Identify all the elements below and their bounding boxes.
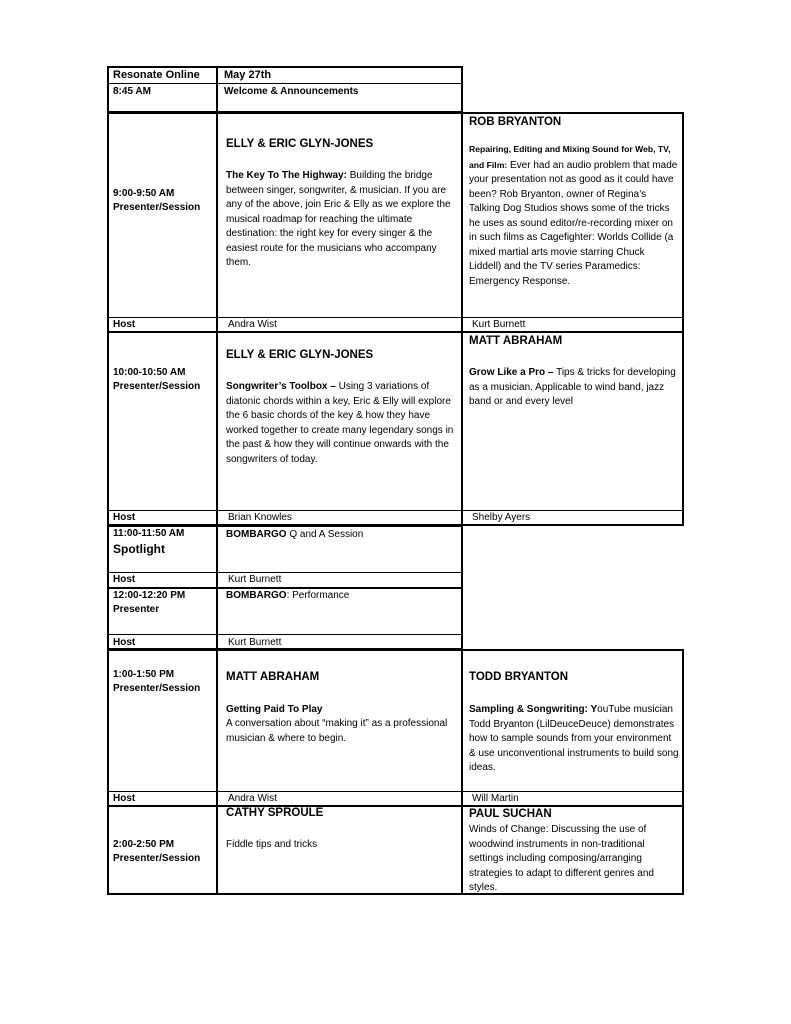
session4-right-description: Winds of Change: Discussing the use of woodwind instruments in non-traditional settings including composing/arranging strategies to adapt to different genres and styles.	[469, 824, 654, 893]
session1-time: 9:00-9:50 AM	[113, 188, 175, 199]
spotlight-type: Spotlight	[113, 542, 165, 556]
session3-host-label: Host	[113, 793, 136, 804]
session3-time: 1:00-1:50 PM	[113, 669, 175, 680]
session2-type: Presenter/Session	[113, 381, 201, 392]
spotlight-host-label: Host	[113, 574, 136, 585]
performance-host-label: Host	[113, 637, 136, 648]
session4-type: Presenter/Session	[113, 853, 201, 864]
session2-time: 10:00-10:50 AM	[113, 367, 186, 378]
session3-right-presenter: TODD BRYANTON	[469, 671, 569, 683]
session2-left-presenter: ELLY & ERIC GLYN-JONES	[226, 349, 374, 361]
spotlight-description: Q and A Session	[289, 529, 364, 540]
welcome-time: 8:45 AM	[113, 86, 151, 97]
session1-right-presenter: ROB BRYANTON	[469, 116, 562, 128]
session3-left-title: Getting Paid To Play	[226, 704, 323, 715]
org-name: Resonate Online	[113, 69, 200, 81]
session4-time: 2:00-2:50 PM	[113, 839, 175, 850]
session3-left-presenter: MATT ABRAHAM	[226, 671, 320, 683]
performance-type: Presenter	[113, 604, 160, 615]
event-date: May 27th	[224, 69, 272, 81]
session4-right-presenter: PAUL SUCHAN	[469, 808, 552, 820]
performance-host: Kurt Burnett	[228, 637, 282, 648]
spotlight-title: BOMBARGO	[226, 529, 287, 540]
spotlight-time: 11:00-11:50 AM	[113, 528, 185, 539]
performance-title-line	[226, 589, 349, 604]
session2-left-host: Brian Knowles	[228, 512, 292, 523]
performance-title: BOMBARGO	[226, 590, 287, 601]
spotlight-title-line	[226, 528, 363, 543]
session1-left-host: Andra Wist	[228, 319, 277, 330]
session1-right-description: Repairing, Editing and Mixing Sound for Web, TV, and Film: Ever had an audio problem that made your presentation not as good as it could have been? Rob Bryanton, owner of Regina’s Talking Dog Studios shows some of the tricks he uses as sound editor/re-recording mixer on in such films as Cagefighter: Worlds Collide (a mixed martial arts movie starring Chuck Liddell) and the TV series Paramedics: Emergency Response.	[469, 144, 678, 287]
session3-right-host: Will Martin	[472, 793, 519, 804]
session2-left-description: Songwriter’s Toolbox – Using 3 variations of diatonic chords within a key, Eric & Elly will explore the 6 basic chords of the key & how they have worked together to create many legendary songs in the past & how they will continue onwards with the songwriters of today.	[226, 381, 454, 465]
welcome-title: Welcome & Announcements	[224, 86, 359, 97]
spotlight-host: Kurt Burnett	[228, 574, 282, 585]
session1-right-host: Kurt Burnett	[472, 319, 526, 330]
session3-left-host: Andra Wist	[228, 793, 277, 804]
performance-description: : Performance	[286, 590, 350, 601]
session2-right-presenter: MATT ABRAHAM	[469, 335, 563, 347]
session1-left-description: The Key To The Highway: Building the bridge between singer, songwriter, & musician. If you are any of the above, join Eric & Elly as we explore the musical roadmap for reaching the ultimate destination: the right key for every singer & the easiest route for the musicians who accompany them.	[226, 170, 451, 268]
session1-type: Presenter/Session	[113, 202, 201, 213]
session1-left-presenter: ELLY & ERIC GLYN-JONES	[226, 138, 374, 150]
session2-right-description: Grow Like a Pro – Tips & tricks for developing as a musician. Applicable to wind band, jazz band or and every level	[469, 367, 676, 407]
session3-type: Presenter/Session	[113, 683, 201, 694]
session3-left-description: A conversation about “making it” as a professional musician & where to begin.	[226, 718, 448, 744]
session2-host-label: Host	[113, 512, 136, 523]
session4-left-presenter: CATHY SPROULE	[226, 807, 324, 819]
session1-host-label: Host	[113, 319, 136, 330]
session4-left-description: Fiddle tips and tricks	[226, 839, 318, 850]
session2-right-host: Shelby Ayers	[472, 512, 531, 523]
performance-time: 12:00-12:20 PM	[113, 590, 186, 601]
session3-right-description: Sampling & Songwriting: YouTube musician Todd Bryanton (LilDeuceDeuce) demonstrates how to sample sounds from your environment & use unconventional instruments to build song ideas.	[469, 704, 679, 773]
